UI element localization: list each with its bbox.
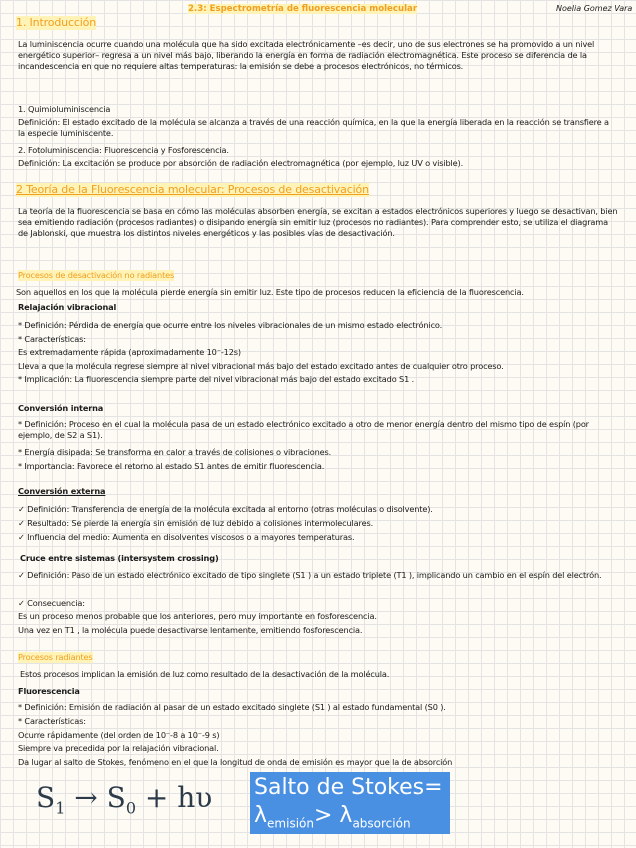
intro-item-1: 1. Quimioluminiscencia — [18, 104, 111, 114]
fl-caracteristicas: * Características: — [18, 716, 86, 726]
rv-implicacion: * Implicación: La fluorescencia siempre parte del nivel vibracional más bajo del estado excitado S1 . — [18, 374, 415, 384]
fl-precedida: Siempre va precedida por la relajación vibracional. — [18, 743, 219, 753]
fl-ocurre: Ocurre rápidamente (del orden de 10⁻-8 a 10⁻-9 s) — [18, 730, 220, 740]
ce-influencia: ✓ Influencia del medio: Aumenta en disolventes viscosos o a mayores temperaturas. — [18, 532, 355, 542]
rad-intro: Estos procesos implican la emisión de luz como resultado de la desactivación de la molécula. — [20, 669, 390, 679]
stokes-shift-box — [250, 772, 450, 834]
cs-t1: Una vez en T1 , la molécula puede desactivarse lentamente, emitiendo fosforescencia. — [18, 625, 363, 635]
equation-sub-0: 0 — [125, 798, 137, 818]
fl-stokes: Da lugar al salto de Stokes, fenómeno en el que la longitud de onda de emisión es mayor que la de absorción — [18, 757, 453, 767]
fluorescence-equation — [36, 776, 218, 820]
fl-definicion: * Definición: Emisión de radiación al pasar de un estado excitado singlete (S1 ) al estado fundamental (S0 ). — [18, 702, 446, 712]
sub-emision: emisión — [267, 816, 314, 831]
cs-probable: Es un proceso menos probable que los anteriores, pero muy importante en fosforescencia. — [18, 611, 377, 621]
equation-s: S — [36, 781, 56, 814]
equation-sub-1: 1 — [55, 798, 66, 818]
greater-than: > λ — [313, 803, 353, 828]
ci-definicion: * Definición: Proceso en el cual la molécula pasa de un estado electrónico excitado a otro de menor energía dentro del mismo tipo de espín (por ejemplo, de S2 a S1). — [18, 419, 589, 440]
ci-importancia: * Importancia: Favorece el retorno al estado S1 antes de emitir fluorescencia. — [18, 461, 325, 471]
heading-conversion-interna: Conversión interna — [18, 403, 104, 413]
ci-energia: * Energía disipada: Se transforma en calor a través de colisiones o vibraciones. — [18, 447, 332, 457]
theory-paragraph: La teoría de la fluorescencia se basa en cómo las moléculas absorben energía, se excitan a estados electrónicos superiores y luego se desactivan, bien sea emitiendo radiación (procesos radiantes) o disipando energía sin emitir luz (procesos no radiantes). Para comprender esto, se utiliza el diagrama de Jablonski, que muestra los distintos niveles energéticos y las posibles vías de desactivación. — [18, 206, 618, 238]
stokes-title: Salto de Stokes= — [254, 775, 443, 800]
intro-paragraph: La luminiscencia ocurre cuando una molécula que ha sido excitada electrónicamente –es decir, uno de sus electrones se ha promovido a un nivel energético superior– regresa a un nivel más bajo, liberando la energía en forma de radiación electromagnética. Este proceso se diferencia de la incandescencia en que no requiere altas temperaturas: la emisión se debe a procesos electrónicos, no térmicos. — [18, 39, 595, 71]
sub-absorcion: absorción — [352, 816, 411, 831]
rv-lleva: Lleva a que la molécula regrese siempre al nivel vibracional más bajo del estado excitado antes de cualquier otro proceso. — [18, 361, 504, 371]
page-title: 2.3: Espectrometría de fluorescencia molecular — [188, 4, 418, 14]
equation-arrow: → S — [65, 781, 126, 814]
cs-consecuencia: ✓ Consecuencia: — [18, 598, 85, 608]
heading-radiantes: Procesos radiantes — [18, 652, 93, 662]
rv-caracteristicas: * Características: — [18, 334, 86, 344]
ce-resultado: ✓ Resultado: Se pierde la energía sin emisión de luz debido a colisiones intermoleculares. — [18, 518, 374, 528]
heading-cruce-sistemas: Cruce entre sistemas (intersystem crossing) — [20, 553, 219, 563]
stokes-inequality — [254, 802, 411, 837]
nonrad-intro: Son aquellos en los que la molécula pierde energía sin emitir luz. Este tipo de procesos reducen la eficiencia de la fluorescencia. — [16, 287, 524, 297]
lambda-emision: λ — [254, 803, 268, 828]
heading-conversion-externa: Conversión externa — [18, 486, 106, 496]
author-name: Noelia Gomez Vara — [556, 4, 633, 13]
rv-rapida: Es extremadamente rápida (aproximadamente 10⁻-12s) — [18, 347, 241, 357]
rv-definicion: * Definición: Pérdida de energía que ocurre entre los niveles vibracionales de un mismo estado electrónico. — [18, 320, 443, 330]
heading-introduccion: 1. Introducción — [16, 16, 97, 29]
heading-relajacion-vibracional: Relajación vibracional — [18, 302, 117, 312]
intro-item-1-definition: Definición: El estado excitado de la molécula se alcanza a través de una reacción química, en la que la energía liberada en la reacción se transfiere a la especie luminiscente. — [18, 117, 609, 138]
ce-definicion: ✓ Definición: Transferencia de energía de la molécula excitada al entorno (otras moléculas o disolvente). — [18, 504, 433, 514]
equation-hv: + hυ — [136, 781, 213, 814]
heading-fluorescencia: Fluorescencia — [18, 686, 80, 696]
intro-item-2-definition: Definición: La excitación se produce por absorción de radiación electromagnética (por ejemplo, luz UV o visible). — [18, 158, 464, 168]
heading-no-radiantes: Procesos de desactivación no radiantes — [18, 270, 175, 280]
intro-item-2: 2. Fotoluminiscencia: Fluorescencia y Fosforescencia. — [18, 145, 229, 155]
cs-definicion: ✓ Definición: Paso de un estado electrónico excitado de tipo singlete (S1 ) a un estado triplete (T1 ), implicando un cambio en el espín del electrón. — [18, 570, 602, 580]
heading-teoria: 2 Teoría de la Fluorescencia molecular: Procesos de desactivación — [16, 183, 369, 196]
